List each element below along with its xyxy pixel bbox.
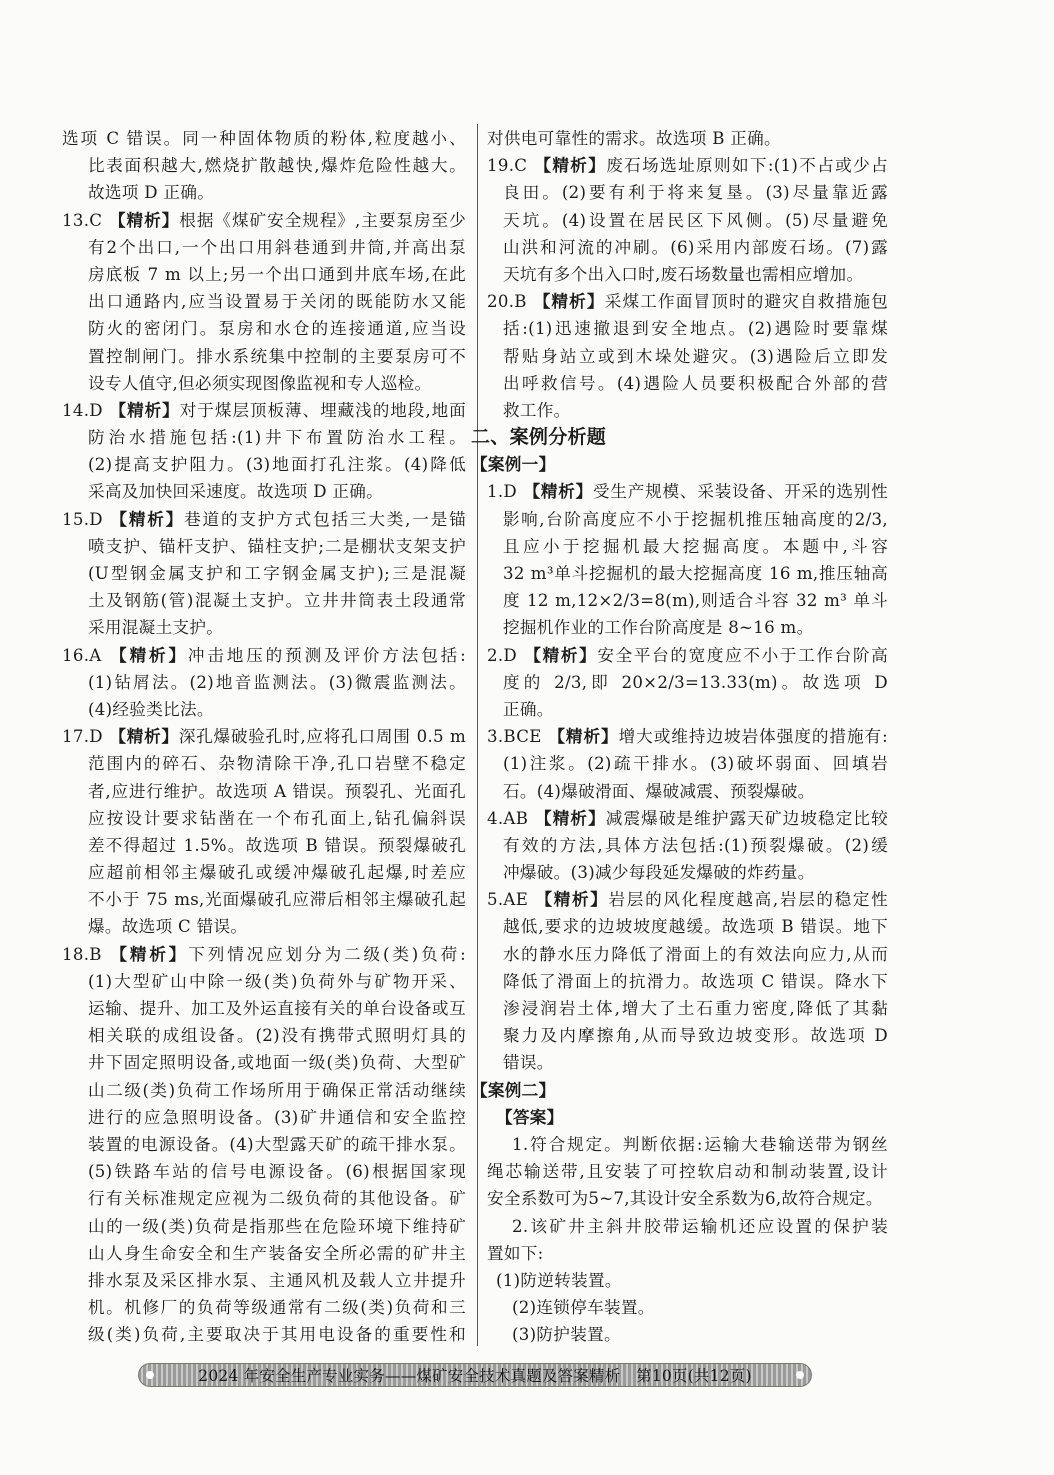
answer-item [62, 723, 466, 941]
text-line: 爆。故选项 C 错误。 [88, 917, 248, 937]
answer-label: 2.D [487, 645, 518, 665]
text-line: 安全系数可为5~7,其设计安全系数为6,故符合规定。 [487, 1189, 883, 1209]
text-line [487, 805, 888, 832]
case-heading [471, 1077, 888, 1104]
line-text: 受生产规模、采装设备、开采的选别性 [593, 482, 888, 502]
text-line: 排水泵及采区排水泵、主通风机及载人立井提升 [88, 1270, 466, 1290]
line-text: 岩层的风化程度越高,岩层的稳定性 [608, 890, 888, 910]
text-line: 影响,台阶高度应不小于挖掘机推压轴高度的2/3, [503, 509, 888, 529]
text-line: 范围内的碎石、杂物清除干净,孔口岩壁不稳定 [88, 754, 466, 774]
text-line: 出呼救信号。(4)遇险人员要积极配合外部的营 [503, 373, 888, 393]
line-text: 冲击地压的预测及评价方法包括: [187, 645, 466, 665]
text-line: 置如下: [487, 1243, 544, 1263]
answer-item [62, 506, 466, 642]
text-line: 出口通路内,应当设置易于关闭的既能防水又能 [88, 292, 466, 312]
text-line: (1)大型矿山中除一级(类)负荷外与矿物开采、 [88, 971, 466, 991]
answer-label: 15.D [62, 509, 103, 529]
text-line: (2)连锁停车装置。 [512, 1298, 655, 1318]
text-line: 级(类)负荷,主要取决于其用电设备的重要性和 [88, 1325, 466, 1345]
text-line: 进行的应急照明设备。(3)矿井通信和安全监控 [88, 1107, 466, 1127]
text-line: 房底板 7 m 以上;另一个出口通到井底车场,在此 [88, 264, 466, 284]
text-line: 山的一级(类)负荷是指那些在危险环境下维持矿 [88, 1216, 466, 1236]
answer-item [487, 642, 888, 724]
analysis-tag: 【精析】 [108, 509, 185, 529]
text-line: 井下固定照明设备,或地面一级(类)负荷、大型矿 [88, 1053, 466, 1073]
text-line: 挖掘机作业的工作台阶高度是 8~16 m。 [503, 618, 814, 638]
text-line [487, 152, 888, 179]
line-text: 深孔爆破验孔时,应将孔口周围 0.5 m [178, 727, 466, 747]
text-line: (1)防逆转装置。 [496, 1270, 622, 1290]
answer-label: 14.D [62, 400, 103, 420]
answer-label: 20.B [487, 292, 527, 312]
text-line: 防火的密闭门。泵房和水仓的连接通道,应当设 [88, 319, 466, 339]
answer-label: 17.D [62, 727, 103, 747]
text-line [487, 288, 888, 315]
right-column [471, 125, 889, 1348]
text-line: 相关联的成组设备。(2)没有携带式照明灯具的 [88, 1026, 466, 1046]
text-line: 置控制闸门。排水系统集中控制的主要泵房可不 [88, 346, 466, 366]
text-line: 绳芯输送带,且安装了可控软启动和制动装置,设计 [487, 1162, 888, 1182]
text-line: 【案例一】 [471, 455, 556, 475]
analysis-tag: 【精析】 [523, 482, 594, 502]
text-line [62, 723, 466, 750]
line-text: 增大或维持边坡岩体强度的措施有: [618, 727, 889, 747]
text-line: 采用混凝土支护。 [88, 618, 224, 638]
analysis-tag: 【精析】 [547, 727, 619, 747]
text-line: (3)防护装置。 [512, 1325, 621, 1345]
section-heading [471, 424, 888, 451]
left-column [62, 125, 466, 1348]
analysis-tag: 【精析】 [108, 210, 180, 230]
text-line: (1)注浆。(2)疏干排水。(3)破坏弱面、回填岩 [503, 754, 888, 774]
analysis-tag: 【精析】 [107, 645, 188, 665]
text-line: 且应小于挖掘机最大挖掘高度。本题中,斗容 [503, 536, 888, 556]
page-footer-banner [138, 1363, 812, 1387]
text-line: 防治水措施包括:(1)井下布置防治水工程。 [88, 428, 466, 448]
text-line [487, 723, 888, 750]
answer-item [62, 642, 466, 724]
answer-item [487, 805, 888, 887]
text-line: 2.该矿井主斜井胶带运输机还应设置的保护装 [512, 1216, 888, 1236]
banner-hole-right [796, 1371, 804, 1379]
analysis-tag: 【精析】 [523, 645, 598, 665]
text-line: 故选项 D 正确。 [88, 183, 215, 203]
text-line: (2)提高支护阻力。(3)地面打孔注浆。(4)降低 [88, 455, 466, 475]
text-line [487, 642, 888, 669]
text-line [62, 642, 466, 669]
answer-item [487, 723, 888, 805]
text-line: 渗浸润岩土体,增大了土石重力密度,降低了其黏 [503, 999, 888, 1018]
text-line: 【案例二】 [471, 1080, 556, 1100]
text-line [62, 397, 466, 424]
text-line: (U型钢金属支护和工字钢金属支护);三是混凝 [88, 564, 466, 583]
text-line: 救工作。 [503, 400, 571, 420]
analysis-tag: 【精析】 [534, 808, 606, 828]
text-line: 山人身生命安全和生产装备安全所必需的矿井主 [88, 1243, 466, 1263]
text-block [62, 125, 466, 207]
text-line: 32 m³单斗挖掘机的最大挖掘高度 16 m,推压轴高 [503, 564, 888, 583]
text-line: 度 12 m,12×2/3=8(m),则适合斗容 32 m³ 单斗 [503, 591, 888, 611]
text-line: 度的 2/3,即 20×2/3=13.33(m)。故选项 D [503, 672, 888, 692]
answer-label: 3.BCE [487, 727, 542, 747]
text-line: 运输、提升、加工及外运直接有关的单台设备或互 [88, 999, 466, 1018]
analysis-tag: 【精析】 [532, 292, 605, 312]
text-line: 装置的电源设备。(4)大型露天矿的疏干排水泵。 [88, 1134, 466, 1154]
analysis-tag: 【精析】 [533, 156, 607, 176]
text-line: 聚力及内摩擦角,从而导致边坡变形。故选项 D [503, 1026, 888, 1046]
text-line: 行有关标准规定应视为二级负荷的其他设备。矿 [88, 1189, 466, 1209]
text-line: 水的静水压力降低了滑面上的有效法向应力,从而 [503, 944, 888, 964]
text-line: 不小于 75 ms,光面爆破孔应滞后相邻主爆破孔起 [88, 890, 466, 910]
text-line [62, 941, 466, 968]
column-divider [477, 124, 478, 1346]
text-line: 越低,要求的边坡坡度越缓。故选项 B 错误。地下 [503, 917, 888, 937]
text-block [487, 125, 888, 152]
answer-label: 5.AE [487, 890, 529, 910]
text-line: 有效的方法,具体方法包括:(1)预裂爆破。(2)缓 [503, 835, 888, 855]
text-line: 帮贴身站立或到木垛处避灾。(3)遇险后立即发 [503, 346, 888, 366]
text-line: (1)钻屑法。(2)地音监测法。(3)微震监测法。 [88, 672, 466, 692]
text-line: 良田。(2)要有利于将来复垦。(3)尽量靠近露 [503, 183, 888, 203]
text-line: 错误。 [503, 1053, 554, 1073]
line-text: 根据《煤矿安全规程》,主要泵房至少 [179, 210, 466, 230]
text-line: 比表面积越大,燃烧扩散越快,爆炸危险性越大。 [88, 156, 466, 176]
answer-item [487, 152, 888, 288]
text-line: 有2个出口,一个出口用斜巷通到井筒,并高出泵 [88, 237, 466, 257]
text-line: 应超前相邻主爆破孔或缓冲爆破孔起爆,时差应 [88, 863, 466, 883]
answer-label: 19.C [487, 156, 528, 176]
text-line [487, 886, 888, 913]
line-text: 安全平台的宽度应不小于工作台阶高 [597, 645, 888, 665]
text-block [487, 1213, 888, 1267]
text-line: 降低了滑面上的抗滑力。故选项 C 错误。降水下 [503, 971, 888, 991]
text-line: (5)铁路车站的信号电源设备。(6)根据国家现 [88, 1162, 466, 1182]
text-line: 1.符合规定。判断依据:运输大巷输送带为钢丝 [512, 1134, 888, 1154]
text-line [62, 207, 466, 234]
answer-label: 16.A [62, 645, 102, 665]
answer-item [62, 207, 466, 397]
text-line: 括:(1)迅速撤退到安全地点。(2)遇险时要靠煤 [503, 319, 888, 339]
text-line: 者,应进行维护。故选项 A 错误。预裂孔、光面孔 [88, 781, 466, 801]
answer-item [487, 288, 888, 424]
text-line: 喷支护、锚杆支护、锚柱支护;二是棚状支架支护 [88, 536, 466, 556]
answer-label: 13.C [62, 210, 103, 230]
text-line: 应按设计要求钻凿在一个布孔面上,钻孔偏斜误 [88, 808, 466, 828]
analysis-tag: 【精析】 [108, 727, 179, 747]
answer-item [487, 478, 888, 641]
text-line: 采高及加快回采速度。故选项 D 正确。 [88, 482, 384, 502]
analysis-tag: 【精析】 [107, 944, 189, 964]
answer-item [62, 397, 466, 506]
text-block [487, 1104, 888, 1131]
banner-hole-left [146, 1371, 154, 1379]
text-line: 正确。 [503, 699, 554, 719]
text-line [62, 506, 466, 533]
text-line: 土及钢筋(管)混凝土支护。立井井筒表土段通常 [88, 591, 466, 611]
text-line: 冲爆破。(3)减少每段延发爆破的炸药量。 [503, 863, 815, 883]
text-block [487, 1131, 888, 1213]
text-line: 差不得超过 1.5%。故选项 B 错误。预裂爆破孔 [88, 835, 466, 855]
answer-item [487, 886, 888, 1076]
answer-label: 1.D [487, 482, 518, 502]
text-line: 选项 C 错误。同一种固体物质的粉体,粒度越小、 [62, 129, 466, 148]
case-heading [471, 451, 888, 478]
footer-text: 2024 年安全生产专业实务——煤矿安全技术真题及答案精析 第10页(共12页) [198, 1367, 752, 1385]
text-line: 天坑有多个出入口时,废石场数量也需相应增加。 [503, 264, 864, 284]
text-line: 山二级(类)负荷工作场所用于确保正常活动继续 [88, 1080, 466, 1100]
text-line: 【答案】 [496, 1107, 564, 1127]
text-line: 对供电可靠性的需求。故选项 B 正确。 [487, 129, 781, 148]
line-text: 巷道的支护方式包括三大类,一是锚 [184, 509, 467, 529]
text-line: 设专人值守,但必须实现图像监视和专人巡检。 [88, 373, 432, 393]
answer-item [62, 941, 466, 1349]
line-text: 减震爆破是维护露天矿边坡稳定比较 [605, 808, 888, 828]
text-line [487, 478, 888, 505]
line-text: 废石场选址原则如下:(1)不占或少占 [606, 156, 888, 176]
analysis-tag: 【精析】 [534, 890, 609, 910]
answer-label: 18.B [62, 944, 102, 964]
text-line: 山洪和河流的冲刷。(6)采用内部废石场。(7)露 [503, 237, 888, 257]
line-text: 对于煤层顶板薄、埋藏浅的地段,地面 [179, 400, 467, 420]
text-line: 石。(4)爆破滑面、爆破减震、预裂爆破。 [503, 781, 815, 801]
text-line: 机。机修厂的负荷等级通常有二级(类)负荷和三 [88, 1298, 466, 1318]
text-line: 天坑。(4)设置在居民区下风侧。(5)尽量避免 [503, 210, 888, 230]
answer-label: 4.AB [487, 808, 529, 828]
analysis-tag: 【精析】 [108, 400, 180, 420]
line-text: 下列情况应划分为二级(类)负荷: [188, 944, 466, 964]
text-line: (4)经验类比法。 [88, 699, 214, 719]
text-block [487, 1267, 888, 1349]
text-line: 二、案例分析题 [471, 426, 607, 449]
line-text: 采煤工作面冒顶时的避灾自救措施包 [604, 292, 888, 312]
